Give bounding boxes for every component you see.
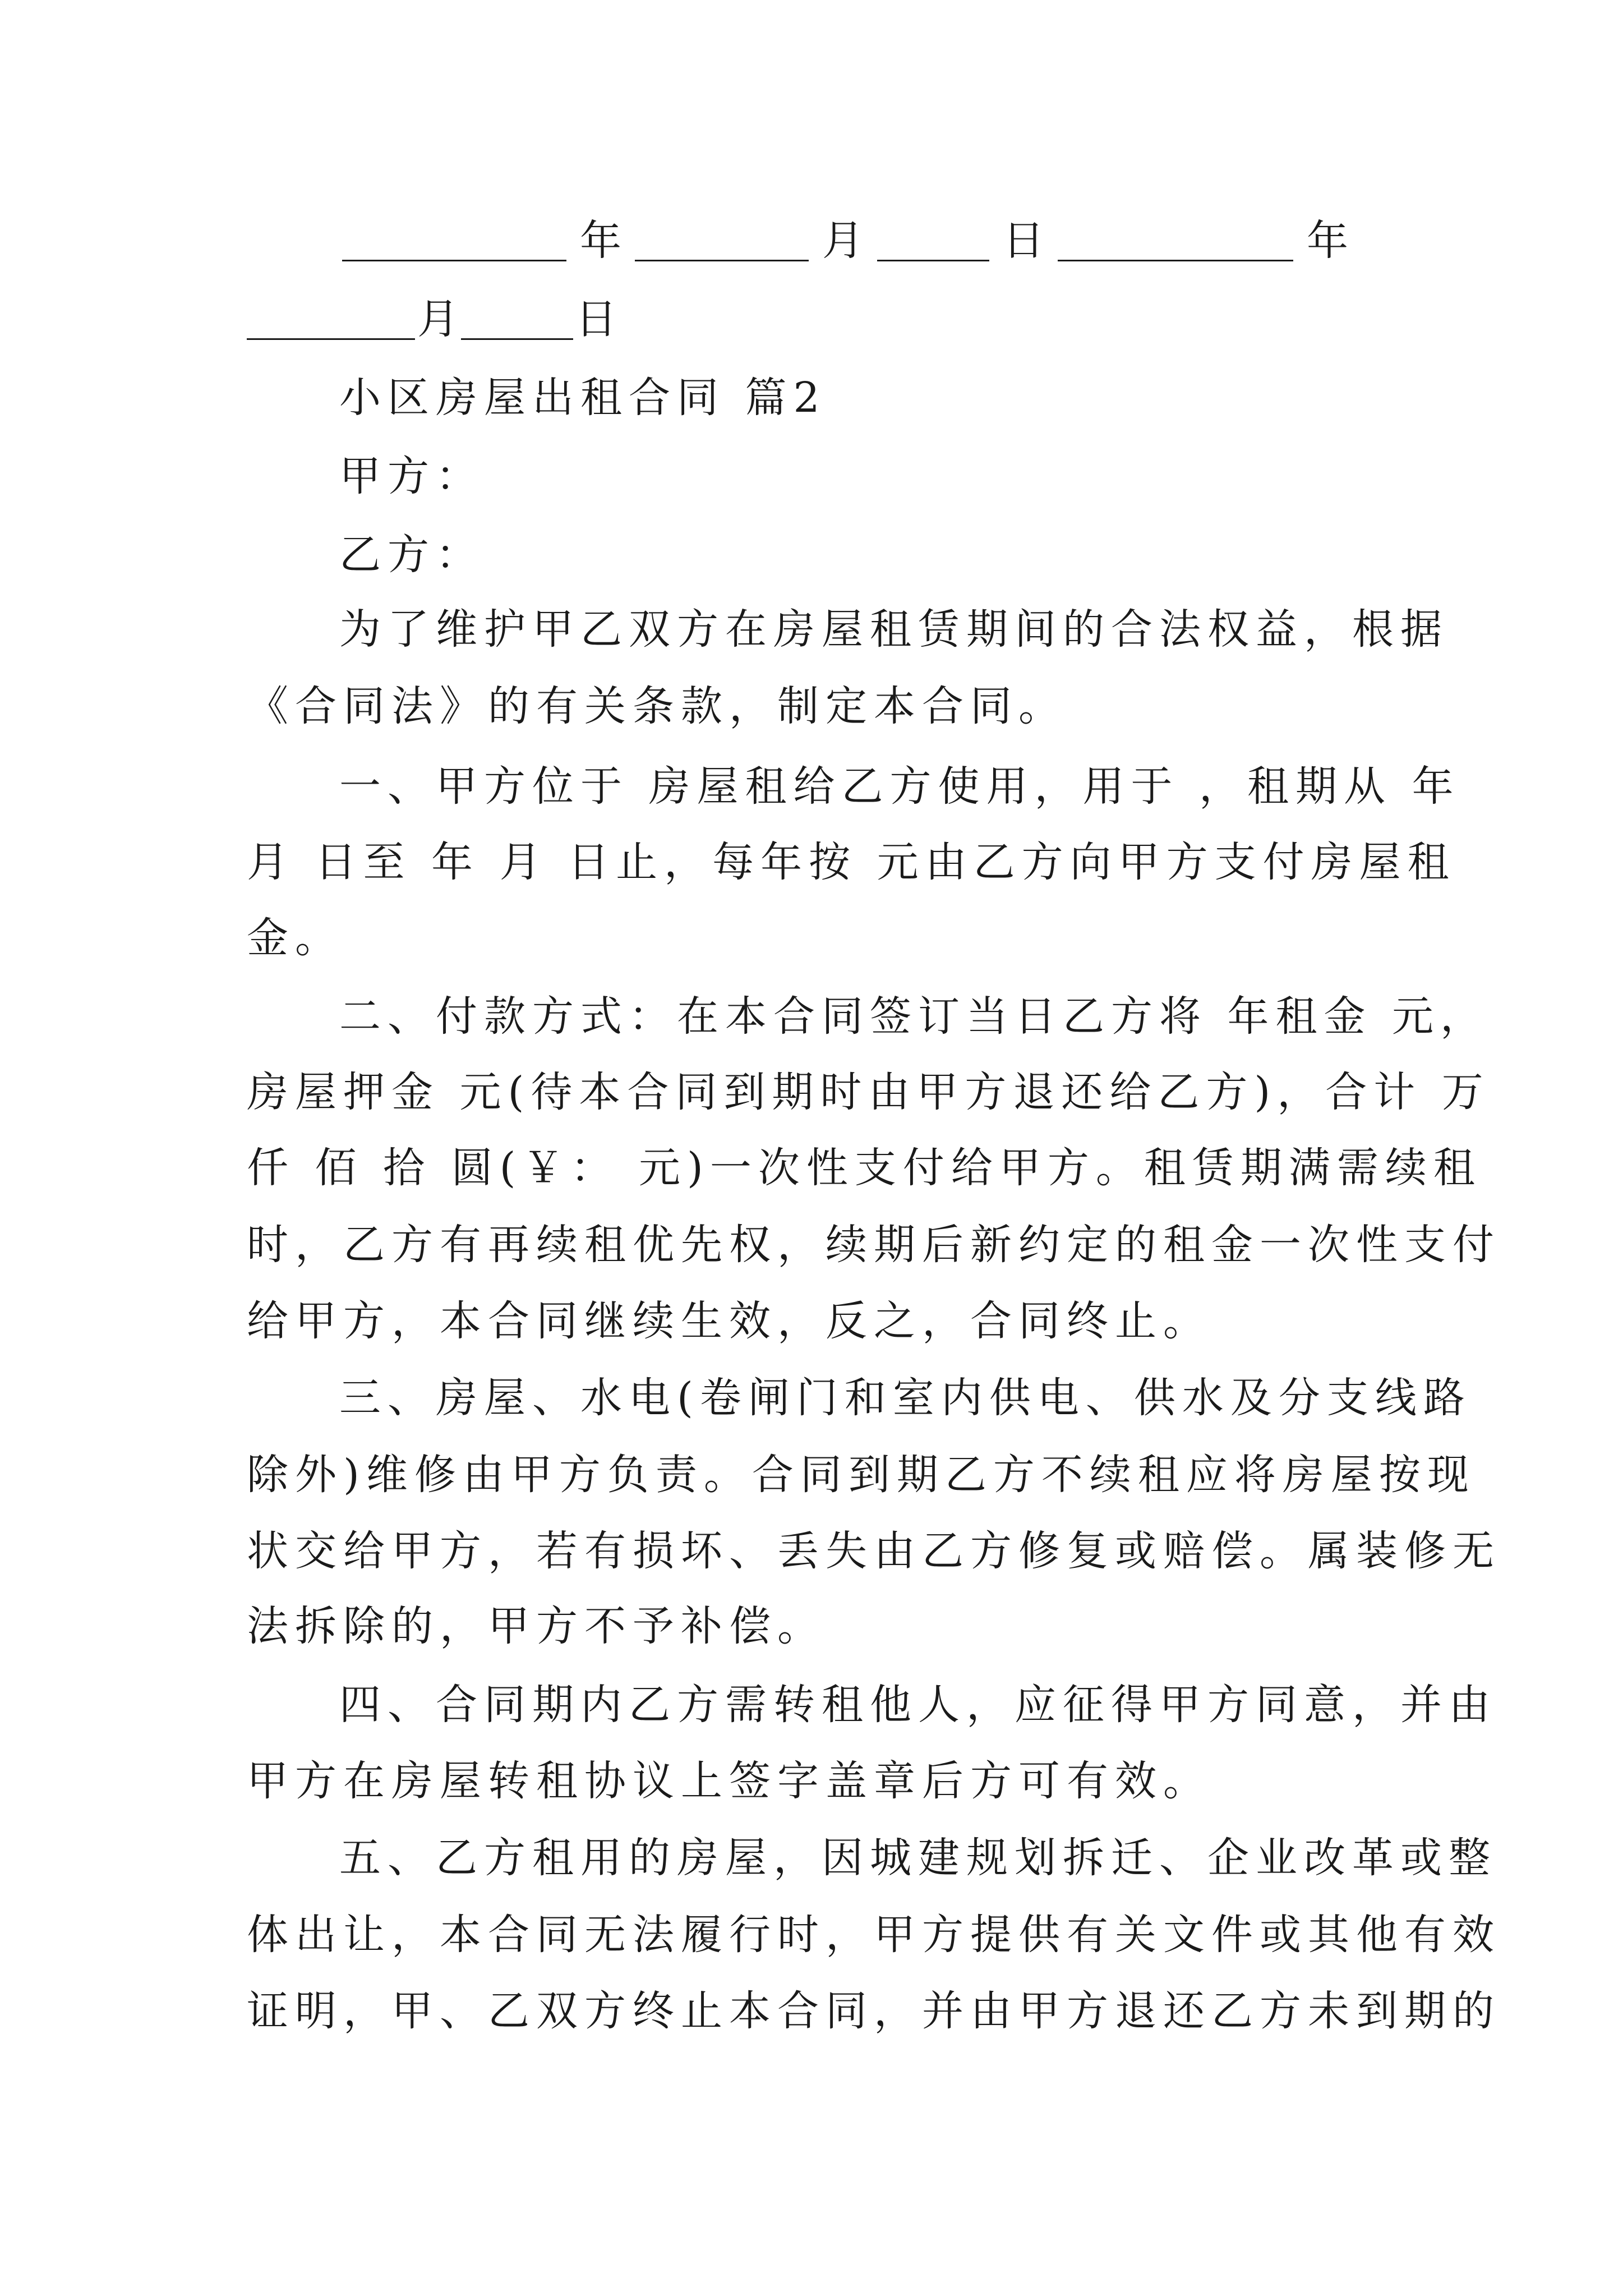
clause-2-line-5: 给甲方，本合同继续生效，反之，合同终止。	[247, 1297, 1211, 1345]
clause-1-line-1: 一、甲方位于 房屋租给乙方使用，用于 ，租期从 年	[339, 762, 1460, 811]
clause-2-line-2: 房屋押金 元(待本合同到期时由甲方退还给乙方)，合计 万	[247, 1068, 1490, 1116]
party-a-label: 甲方：	[339, 452, 484, 500]
month-blank-2	[247, 305, 415, 340]
year-blank-2	[1058, 226, 1293, 261]
signature-date-row-1	[342, 217, 1385, 265]
document-title: 小区房屋出租合同 篇2	[339, 374, 827, 422]
clause-3-line-3: 状交给甲方，若有损坏、丢失由乙方修复或赔偿。属装修无	[247, 1527, 1501, 1575]
paragraph-intro-line-1: 为了维护甲乙双方在房屋租赁期间的合法权益，根据	[339, 605, 1449, 654]
year-label-1: 年	[580, 217, 621, 265]
clause-3-line-1: 三、房屋、水电(卷闸门和室内供电、供水及分支线路	[339, 1374, 1472, 1422]
paragraph-intro-line-2: 《合同法》的有关条款，制定本合同。	[247, 682, 1067, 730]
clause-3-line-4: 法拆除的，甲方不予补偿。	[247, 1602, 826, 1650]
clause-3-line-2: 除外)维修由甲方负责。合同到期乙方不续租应将房屋按现	[247, 1451, 1476, 1499]
year-label-2: 年	[1307, 217, 1348, 265]
clause-5-line-1: 五、乙方租用的房屋，因城建规划拆迁、企业改革或整	[339, 1834, 1497, 1882]
month-label-1: 月	[822, 217, 864, 265]
month-label-2: 月	[417, 295, 459, 343]
signature-date-row-2	[247, 295, 1385, 343]
clause-1-line-3: 金。	[247, 914, 343, 962]
party-b-label: 乙方：	[339, 531, 484, 579]
clause-4-line-1: 四、合同期内乙方需转租他人，应征得甲方同意，并由	[339, 1681, 1497, 1729]
clause-2-line-3: 仟 佰 拾 圆(￥： 元)一次性支付给甲方。租赁期满需续租	[247, 1144, 1482, 1192]
clause-2-line-4: 时，乙方有再续租优先权，续期后新约定的租金一次性支付	[247, 1221, 1501, 1269]
clause-4-line-2: 甲方在房屋转租协议上签字盖章后方可有效。	[247, 1757, 1211, 1805]
day-blank-2	[461, 305, 573, 340]
month-blank-1	[635, 226, 809, 261]
clause-5-line-2: 体出让，本合同无法履行时，甲方提供有关文件或其他有效	[247, 1911, 1501, 1959]
day-blank-1	[877, 226, 989, 261]
year-blank-1	[342, 226, 566, 261]
day-label-1: 日	[1003, 217, 1044, 265]
clause-5-line-3: 证明，甲、乙双方终止本合同，并由甲方退还乙方未到期的	[247, 1987, 1501, 2035]
day-label-2: 日	[575, 295, 617, 343]
clause-1-line-2: 月 日至 年 月 日止，每年按 元由乙方向甲方支付房屋租	[247, 838, 1456, 886]
clause-2-line-1: 二、付款方式：在本合同签订当日乙方将 年租金 元，	[339, 992, 1489, 1041]
